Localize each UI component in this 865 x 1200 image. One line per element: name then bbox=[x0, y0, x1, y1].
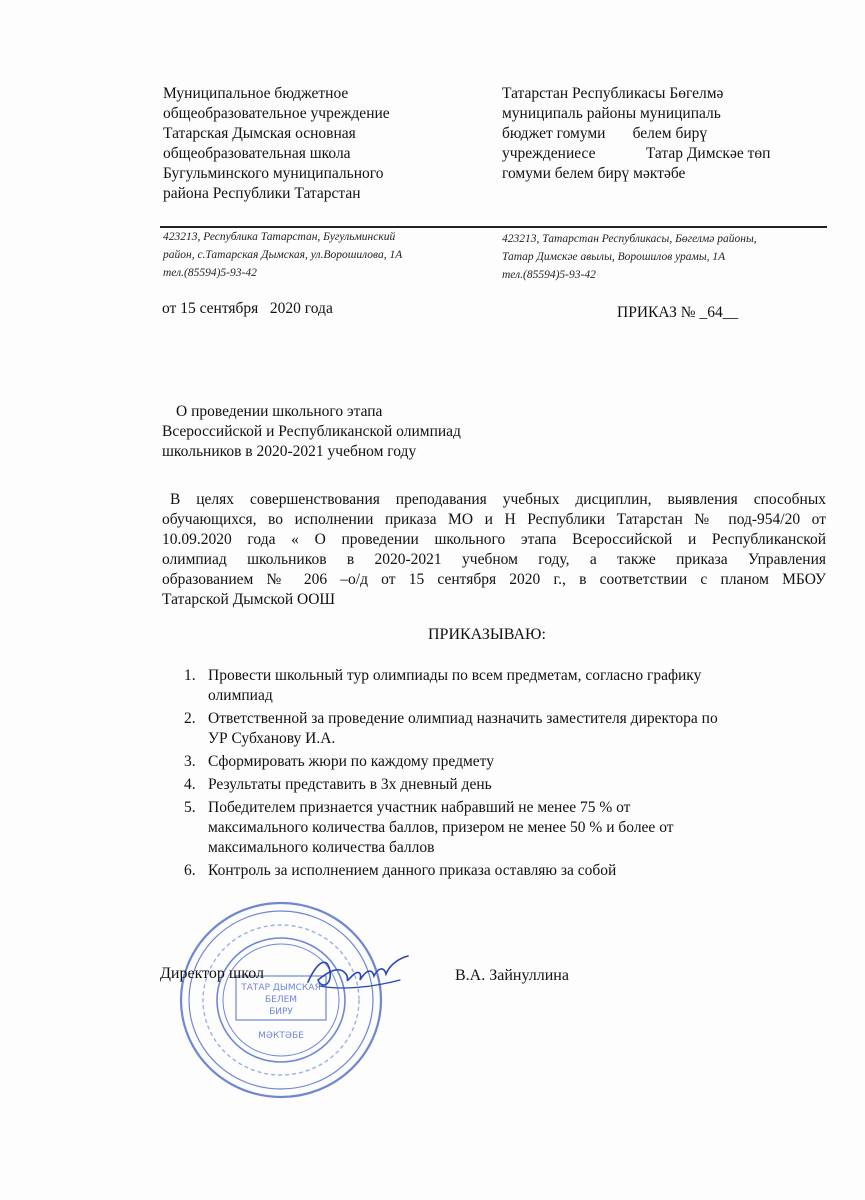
item-line: максимального количества баллов bbox=[208, 839, 435, 856]
header-ru-line: Бугульминского муниципального bbox=[163, 165, 384, 182]
signature-role: Директор школ bbox=[160, 965, 264, 982]
address-ru-line: 423213, Республика Татарстан, Бугульминский bbox=[163, 231, 396, 243]
item-number: 4. bbox=[184, 776, 196, 793]
header-tt-line: муниципаль районы муниципаль bbox=[502, 105, 721, 122]
item-line: Победителем признается участник набравший не менее 75 % от bbox=[208, 799, 631, 816]
list-item bbox=[162, 775, 826, 795]
list-item bbox=[162, 798, 826, 858]
item-number: 2. bbox=[184, 710, 196, 727]
address-ru-line: район, с.Татарская Дымская, ул.Ворошилова, 1А bbox=[163, 249, 403, 261]
stamp-text: БИРУ bbox=[269, 1007, 293, 1017]
header-ru-line: общеобразовательная школа bbox=[163, 145, 351, 162]
header-tt-line: гомуми белем бирү мәктәбе bbox=[502, 165, 686, 182]
official-stamp bbox=[176, 898, 386, 1103]
header-tt-line: учреждениесе Татар Димскәе төп bbox=[502, 145, 771, 162]
item-line: олимпиад bbox=[208, 687, 273, 704]
preamble-line: образованием № 206 –о/д от 15 сентября 2020 г., в соответствии с планом МБОУ bbox=[162, 571, 826, 588]
header-tt-line: бюджет гомуми белем бирү bbox=[502, 125, 708, 142]
item-number: 1. bbox=[184, 667, 196, 684]
header-ru-line: Муниципальное бюджетное bbox=[163, 85, 349, 102]
item-number: 3. bbox=[184, 753, 196, 770]
subject-line: О проведении школьного этапа bbox=[176, 403, 383, 420]
address-tatar bbox=[502, 230, 757, 284]
item-number: 6. bbox=[184, 862, 196, 879]
order-items-list bbox=[162, 666, 826, 884]
order-date: от 15 сентября 2020 года bbox=[162, 300, 333, 317]
list-item bbox=[162, 861, 826, 881]
preamble-line: олимпиад школьников в 2020-2021 учебном году, а также приказа Управления bbox=[162, 551, 826, 568]
subject-line: школьников в 2020-2021 учебном году bbox=[162, 443, 417, 460]
item-line: Результаты представить в 3х дневный день bbox=[208, 776, 492, 793]
stamp-text: ТАТАР ДЫМСКАЯ bbox=[241, 983, 321, 993]
item-line: УР Субханову И.А. bbox=[208, 730, 336, 747]
order-subject bbox=[162, 402, 461, 462]
preamble-line: обучающихся, во исполнении приказа МО и Н Республики Татарстан № под-954/20 от bbox=[162, 511, 826, 528]
order-number: ПРИКАЗ № _64__ bbox=[617, 304, 739, 321]
address-tt-line: Татар Димскәе авылы, Ворошилов урамы, 1А bbox=[502, 251, 726, 263]
header-ru-line: района Республики Татарстан bbox=[163, 185, 361, 202]
item-line: Контроль за исполнением данного приказа оставляю за собой bbox=[208, 862, 617, 879]
item-line: Ответственной за проведение олимпиад назначить заместителя директора по bbox=[208, 710, 718, 727]
stamp-text: МӘКТӘБЕ bbox=[258, 1031, 304, 1041]
preamble-paragraph bbox=[162, 490, 826, 610]
address-tt-line: 423213, Татарстан Республикасы, Бөгелмә районы, bbox=[502, 233, 757, 245]
item-line: Провести школьный тур олимпиады по всем предметам, согласно графику bbox=[208, 667, 702, 684]
item-line: Сформировать жюри по каждому предмету bbox=[208, 753, 494, 770]
signature-name: В.А. Зайнуллина bbox=[455, 967, 569, 984]
list-item bbox=[162, 666, 826, 706]
header-tatar bbox=[502, 84, 770, 184]
header-tt-line: Татарстан Республикасы Бөгелмә bbox=[502, 85, 724, 102]
item-number: 5. bbox=[184, 799, 196, 816]
stamp-text: БЕЛЕМ bbox=[264, 995, 298, 1005]
address-russian bbox=[163, 228, 402, 282]
item-line: максимального количества баллов, призером не менее 50 % и более от bbox=[208, 819, 674, 836]
header-ru-line: общеобразовательное учреждение bbox=[163, 105, 390, 122]
preamble-line: 10.09.2020 года « О проведении школьного этапа Всероссийской и Республиканской bbox=[162, 531, 826, 548]
header-ru-line: Татарская Дымская основная bbox=[163, 125, 356, 142]
address-ru-line: тел.(85594)5-93-42 bbox=[163, 267, 257, 279]
list-item bbox=[162, 752, 826, 772]
header-russian bbox=[163, 84, 390, 204]
decree-word: ПРИКАЗЫВАЮ: bbox=[428, 626, 546, 643]
list-item bbox=[162, 709, 826, 749]
handwritten-signature bbox=[300, 950, 415, 995]
preamble-line: В целях совершенствования преподавания учебных дисциплин, выявления способных bbox=[170, 491, 826, 508]
preamble-line: Татарской Дымской ООШ bbox=[162, 591, 336, 608]
address-tt-line: тел.(85594)5-93-42 bbox=[502, 269, 596, 281]
subject-line: Всероссийской и Республиканской олимпиад bbox=[162, 423, 461, 440]
